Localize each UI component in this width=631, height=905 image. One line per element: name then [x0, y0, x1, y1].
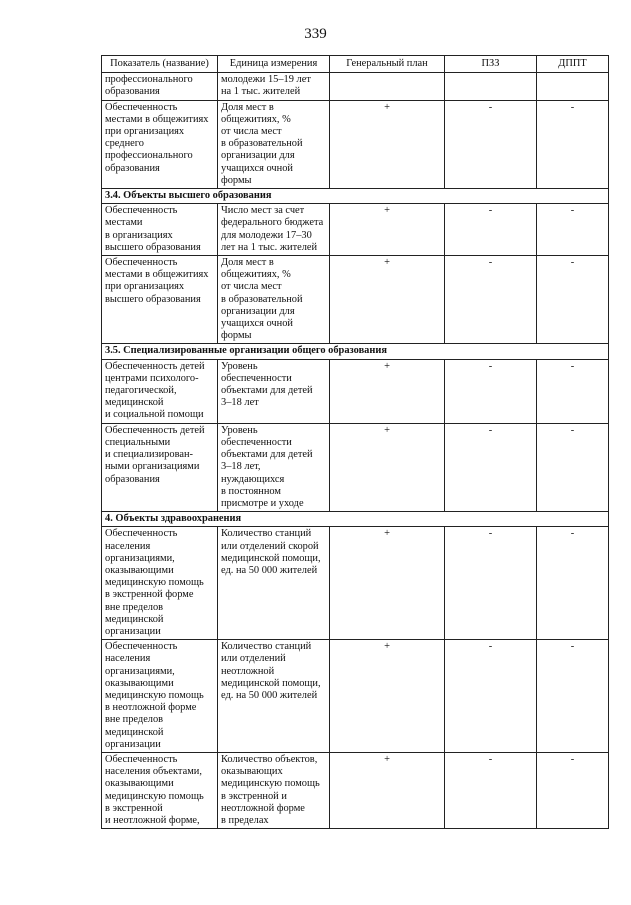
pzz-cell: - [445, 752, 537, 828]
dppt-cell: - [537, 527, 609, 640]
table-header-row [102, 56, 609, 73]
header-unit: Единица измерения [218, 56, 330, 73]
general-plan-cell: + [330, 640, 445, 753]
table-row [102, 256, 609, 344]
table-body [102, 73, 609, 829]
indicator-cell: Обеспеченность местами в общежитиях при организациях среднего профессионального образования [102, 100, 218, 188]
dppt-cell: - [537, 204, 609, 256]
table-row [102, 73, 609, 100]
general-plan-cell: + [330, 527, 445, 640]
unit-cell: Уровень обеспеченности объектами для детей 3–18 лет [218, 359, 330, 423]
section-row [102, 512, 609, 527]
pzz-cell: - [445, 256, 537, 344]
section-title: 3.4. Объекты высшего образования [102, 189, 609, 204]
general-plan-cell: + [330, 204, 445, 256]
table-row [102, 752, 609, 828]
indicator-cell: Обеспеченность местами в организациях высшего образования [102, 204, 218, 256]
general-plan-cell: + [330, 752, 445, 828]
unit-cell: молодежи 15–19 лет на 1 тыс. жителей [218, 73, 330, 100]
header-dppt: ДППТ [537, 56, 609, 73]
unit-cell: Число мест за счет федерального бюджета для молодежи 17–30 лет на 1 тыс. жителей [218, 204, 330, 256]
pzz-cell: - [445, 423, 537, 511]
pzz-cell: - [445, 204, 537, 256]
indicator-cell: Обеспеченность населения объектами, оказывающими медицинскую помощь в экстренной и неотложной форме, [102, 752, 218, 828]
table-row [102, 423, 609, 511]
unit-cell: Доля мест в общежитиях, % от числа мест в образовательной организации для учащихся очной формы [218, 100, 330, 188]
indicator-cell: Обеспеченность населения организациями, оказывающими медицинскую помощь в неотложной форме вне пределов медицинской организации [102, 640, 218, 753]
dppt-cell: - [537, 100, 609, 188]
indicators-table [101, 55, 609, 829]
unit-cell: Количество станций или отделений неотложной медицинской помощи, ед. на 50 000 жителей [218, 640, 330, 753]
dppt-cell: - [537, 256, 609, 344]
pzz-cell: - [445, 359, 537, 423]
unit-cell: Уровень обеспеченности объектами для детей 3–18 лет, нуждающихся в постоянном присмотре и уходе [218, 423, 330, 511]
unit-cell: Количество станций или отделений скорой медицинской помощи, ед. на 50 000 жителей [218, 527, 330, 640]
table-row [102, 359, 609, 423]
dppt-cell [537, 73, 609, 100]
section-title: 3.5. Специализированные организации общего образования [102, 344, 609, 359]
header-indicator: Показатель (название) [102, 56, 218, 73]
section-title: 4. Объекты здравоохранения [102, 512, 609, 527]
general-plan-cell: + [330, 423, 445, 511]
unit-cell: Количество объектов, оказывающих медицинскую помощь в экстренной и неотложной форме в пределах [218, 752, 330, 828]
section-row [102, 344, 609, 359]
table-row [102, 204, 609, 256]
general-plan-cell: + [330, 256, 445, 344]
general-plan-cell [330, 73, 445, 100]
indicator-cell: Обеспеченность детей специальными и специализирован- ными организациями образования [102, 423, 218, 511]
header-general-plan: Генеральный план [330, 56, 445, 73]
pzz-cell: - [445, 527, 537, 640]
dppt-cell: - [537, 423, 609, 511]
dppt-cell: - [537, 752, 609, 828]
table-row [102, 527, 609, 640]
section-row [102, 189, 609, 204]
indicator-cell: Обеспеченность населения организациями, оказывающими медицинскую помощь в экстренной форме вне пределов медицинской организации [102, 527, 218, 640]
page-number: 339 [304, 26, 327, 42]
dppt-cell: - [537, 640, 609, 753]
pzz-cell: - [445, 100, 537, 188]
general-plan-cell: + [330, 100, 445, 188]
indicator-cell: профессионального образования [102, 73, 218, 100]
dppt-cell: - [537, 359, 609, 423]
table-row [102, 100, 609, 188]
pzz-cell: - [445, 640, 537, 753]
unit-cell: Доля мест в общежитиях, % от числа мест в образовательной организации для учащихся очной формы [218, 256, 330, 344]
pzz-cell [445, 73, 537, 100]
indicator-cell: Обеспеченность местами в общежитиях при организациях высшего образования [102, 256, 218, 344]
indicator-cell: Обеспеченность детей центрами психолого- педагогической, медицинской и социальной помощи [102, 359, 218, 423]
table-row [102, 640, 609, 753]
general-plan-cell: + [330, 359, 445, 423]
header-pzz: ПЗЗ [445, 56, 537, 73]
